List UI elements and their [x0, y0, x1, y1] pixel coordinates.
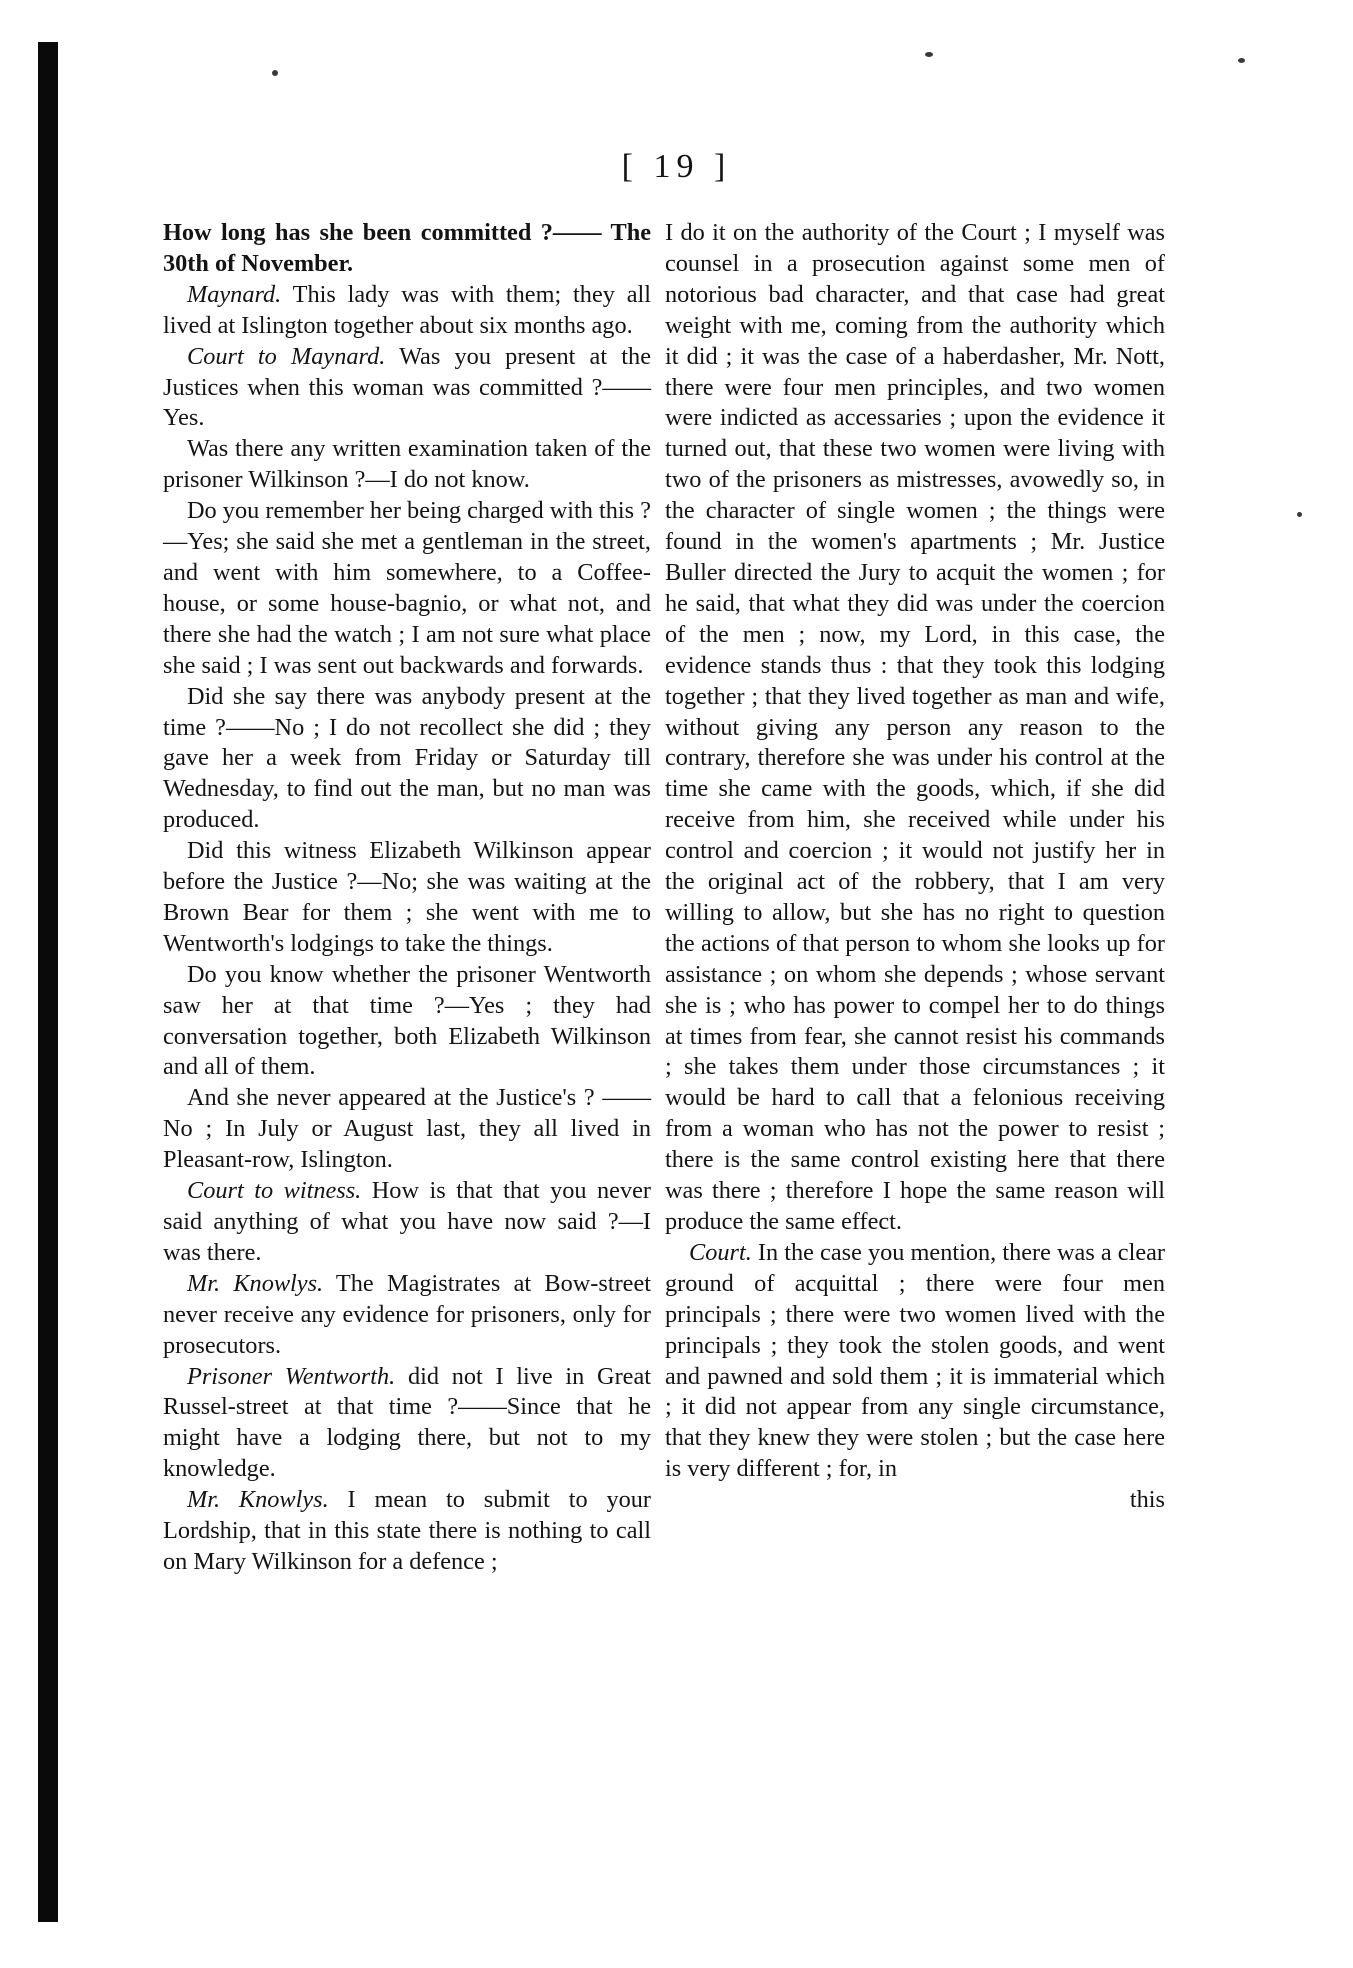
paragraph: Did she say there was anybody present at the time ?——No ; I do not recollect she did ; they gave her a week from Friday or Saturday till Wednesday, to find out the man, but no man was produced.	[163, 682, 651, 834]
right-column	[665, 218, 1165, 1516]
paragraph: And she never appeared at the Justice's ? ——No ; In July or August last, they all lived in Pleasant-row, Islington.	[163, 1084, 651, 1174]
ink-speck	[1238, 58, 1245, 63]
binding-edge	[38, 42, 58, 1922]
paragraph: Was there any written examination taken of the prisoner Wilkinson ?—I do not know.	[163, 435, 651, 494]
paragraph: Prisoner Wentworth. did not I live in Great Russel-street at that time ?——Since that he might have a lodging there, but not to my knowledge.	[163, 1362, 651, 1483]
ink-speck	[1297, 512, 1302, 517]
paragraph: Mr. Knowlys. I mean to submit to your Lordship, that in this state there is nothing to call on Mary Wilkinson for a defence ;	[163, 1486, 651, 1575]
paragraph: Court. In the case you mention, there was a clear ground of acquittal ; there were four men principals ; there were two women lived with the principals ; they took the stolen goods, and went and pawned and sold them ; it is immaterial which ; it did not appear from any single circumstance, that they knew they were stolen ; but the case here is very different ; for, in	[665, 1238, 1165, 1483]
paragraph: Do you know whether the prisoner Wentworth saw her at that time ?—Yes ; they had conversation together, both Elizabeth Wilkinson and all of them.	[163, 960, 651, 1081]
paragraph: Maynard. This lady was with them; they all lived at Islington together about six months ago.	[163, 280, 651, 339]
ink-speck	[272, 70, 278, 76]
paragraph: Mr. Knowlys. The Magistrates at Bow-street never receive any evidence for prisoners, only for prosecutors.	[163, 1269, 651, 1359]
ink-speck	[925, 52, 933, 57]
paragraph: Court to witness. How is that that you never said anything of what you have now said ?—I was there.	[163, 1177, 651, 1266]
catchword: this	[1129, 1486, 1165, 1514]
page-number: [ 19 ]	[621, 148, 732, 185]
paragraph: Court to Maynard. Was you present at the Justices when this woman was committed ?——Yes.	[163, 342, 651, 432]
paragraph: Did this witness Elizabeth Wilkinson appear before the Justice ?—No; she was waiting at the Brown Bear for them ; she went with me to Wentworth's lodgings to take the things.	[163, 837, 651, 957]
paragraph: Do you remember her being charged with this ?—Yes; she said she met a gentleman in the street, and went with him somewhere, to a Coffee-house, or some house-bagnio, or what not, and there she had the watch ; I am not sure what place she said ; I was sent out backwards and forwards.	[163, 497, 651, 679]
paragraph: I do it on the authority of the Court ; I myself was counsel in a prosecution against some men of notorious bad character, and that case had great weight with me, coming from the authority which it did ; it was the case of a haberdasher, Mr. Nott, there were four men principles, and two women were indicted as accessaries ; upon the evidence it turned out, that these two women were living with two of the prisoners as mistresses, avowedly so, in the character of single women ; the things were found in the women's apartments ; Mr. Justice Buller directed the Jury to acquit the women ; for he said, that what they did was under the coercion of the men ; now, my Lord, in this case, the evidence stands thus : that they took this lodging together ; that they lived together as man and wife, without giving any person any reason to the contrary, therefore she was under his control at the time she came with the goods, which, if she did receive from him, she received while under his control and coercion ; it would not justify her in the original act of the robbery, that I am very willing to allow, but she has no right to question the actions of that person to whom she looks up for assistance ; on whom she depends ; whose servant she is ; who has power to compel her to do things at times from fear, she cannot resist his commands ; she takes them under those circumstances ; it would be hard to call that a felonious receiving from a woman who has not the power to resist ; there is the same control existing here that there was there ; therefore I hope the same reason will produce the same effect.	[665, 219, 1165, 1235]
left-column	[163, 218, 651, 1578]
paragraph: How long has she been committed ?—— The 30th of November.	[163, 219, 651, 277]
